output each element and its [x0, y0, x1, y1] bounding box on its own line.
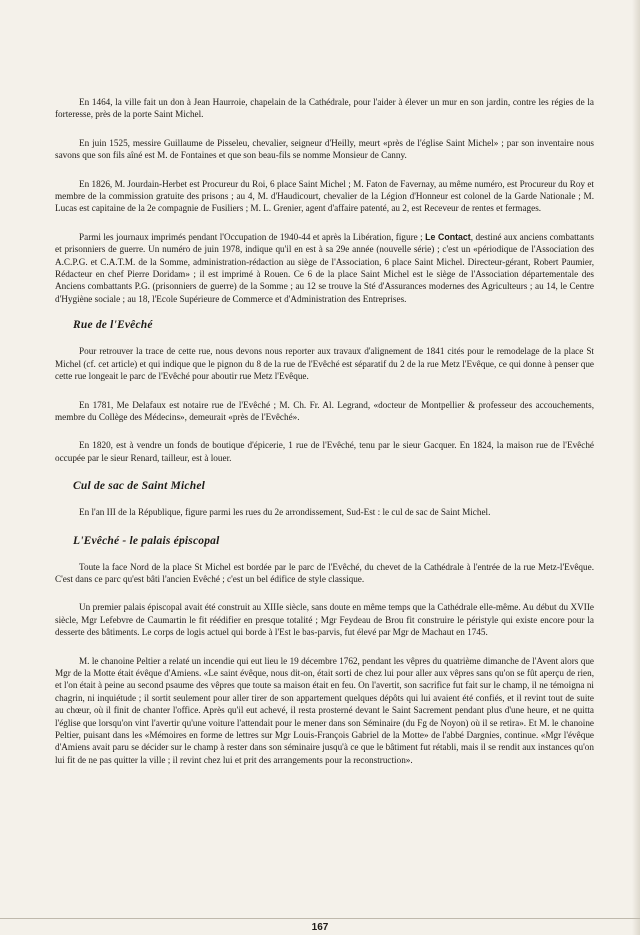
section-heading-palais-episcopal: L'Evêché - le palais épiscopal: [73, 534, 220, 547]
paragraph-1820: En 1820, est à vendre un fonds de boutique d'épicerie, 1 rue de l'Evêché, tenu par le sieur Gacquer. En 1824, la maison rue de l'Evêché occupée par le sieur Renard, tailleur, est à louer.: [55, 440, 594, 463]
paragraph-face-nord: Toute la face Nord de la place St Michel est bordée par le parc de l'Evêché, du chevet de la Cathédrale à l'entrée de la rue Metz-l'Evêque. C'est dans ce parc qu'est bâti l'ancien Evêché ; c'est un bel édifice de style classique.: [55, 561, 594, 584]
page-edge-shadow: [632, 0, 640, 935]
contact-text-before: Parmi les journaux imprimés pendant l'Occupation de 1940-44 et après la Libération, figure ;: [79, 231, 426, 242]
paragraph-1826: En 1826, M. Jourdain-Herbet est Procureur du Roi, 6 place Saint Michel ; M. Faton de Favernay, au même numéro, est Procureur du Roy et membre de la commission gratuite des prisons ; au 4, M. d'Haudicourt, chevalier de la Légion d'Honneur est colonel de la Garde Nationale ; M. Lucas est capitaine de la 2e compagnie de Fusiliers ; M. L. Grenier, agent d'affaire patenté, au 2, est Receveur de rentes et fermages.: [55, 178, 594, 214]
section-heading-cul-de-sac: Cul de sac de Saint Michel: [73, 480, 206, 493]
section-heading-rue-eveche: Rue de l'Evêché: [73, 319, 153, 332]
paragraph-incendie-1762: M. le chanoine Peltier a relaté un incendie qui eut lieu le 19 décembre 1762, pendant les vêpres du quatrième dimanche de l'Avent alors que Mgr de la Motte était évêque d'Amiens. «Le saint évêque, nous dit-on, était sorti de chez lui pour aller aux vêpres sans qu'on se fût aperçu de rien, et l'on était à peine au second psaume des vêpres que toute sa maison était en feu. On l'avertit, son sacrifice fut fait sur le champ, il ne témoigna ni chagrin, ni inquiétude ; il sortit seulement pour aller tirer de son appartement quelques dépôts qui lui avaient été confiés, et il revint tout de suite au chœur, où il finit de chanter l'office. Après qu'il eut achevé, il resta prosterné devant le Saint Sacrement pendant plus d'une heure, et ne quitta l'église que lorsqu'on vint l'avertir qu'une voiture l'attendait pour le mener dans son Séminaire (du Fg de Noyon) où il se retira». Et M. le chanoine Peltier, puisant dans les «Mémoires en forme de lettres sur Mgr Louis-François Gabriel de la Motte» de l'abbé Dargnies, continue. «Mgr l'évêque d'Amiens avait paru se décider sur le champ à rester dans son séminaire jusqu'à ce que le bâtiment fut rétabli, mais il se rendit aux instances qu'on lui fit de ne pas quitter la ville ; il revint chez lui et prit des arrangements pour la reconstruction».: [55, 655, 594, 765]
newspaper-name: Le Contact: [425, 231, 471, 242]
paragraph-premier-palais: Un premier palais épiscopal avait été construit au XIIIe siècle, sans doute en même temps que la Cathédrale elle-même. Au début du XVIIe siècle, Mgr Lefebvre de Caumartin le fit réédifier en presque totalité ; Mgr Feydeau de Brou fit construire le péristyle qui existe encore pour la desserte des bâtiments. Le corps de logis actuel qui borde à l'Est le bas-parvis, fut élevé par Mgr de Machaut en 1745.: [55, 602, 594, 638]
paragraph-le-contact: [55, 231, 594, 305]
contact-text-after: , destiné aux anciens combattants et prisonniers de guerre. Un numéro de juin 1978, indique qu'il en est à sa 29e année (nouvelle série) ; c'est un «périodique de l'Association des A.C.P.G. et C.A.T.M. de la Somme, administration-rédaction au siège de l'Association, 6 place Saint Michel. Directeur-gérant, Robert Paumier, Rédacteur en chef Pierre Doridam» ; il est imprimé à Rouen. Ce 6 de la place Saint Michel est le siège de l'Association départementale des Anciens combattants P.G. (prisonniers de guerre) de la Somme ; au 12 se trouve la Sté d'Assurances modernes des Agriculteurs ; au 14, le Centre d'Hygiène sociale ; au 18, l'Ecole Supérieure de Commerce et d'Administration des Entreprises.: [55, 231, 594, 304]
paragraph-1781: En 1781, Me Delafaux est notaire rue de l'Evêché ; M. Ch. Fr. Al. Legrand, «docteur de Montpellier & professeur des accouchements, membre du Collège des Médecins», demeurait «près de l'Evêché».: [55, 399, 594, 422]
paragraph-alignement-1841: Pour retrouver la trace de cette rue, nous devons nous reporter aux travaux d'alignement de 1841 cités pour le remodelage de la place St Michel (cf. cet article) et qui indique que le pignon du 8 de la rue de l'Evêché est séparatif du 2 de la rue Metz l'Evêque, ce qui donne à penser que cette rue longeait le parc de l'Evêché pour aboutir rue Metz l'Evêque.: [55, 346, 594, 382]
page-number: 167: [311, 922, 329, 933]
paragraph-1464: En 1464, la ville fait un don à Jean Haurroie, chapelain de la Cathédrale, pour l'aider à élever un mur en son jardin, contre les régies de la forteresse, près de la porte Saint Michel.: [55, 97, 594, 120]
paragraph-an-iii: En l'an III de la République, figure parmi les rues du 2e arrondissement, Sud-Est : le cul de sac de Saint Michel.: [79, 507, 491, 518]
paragraph-1525: En juin 1525, messire Guillaume de Pisseleu, chevalier, seigneur d'Heilly, meurt «près de l'église Saint Michel» ; par son inventaire nous savons que son fils aîné est M. de Fontaines et que son beau-fils se nomme Monsieur de Canny.: [55, 137, 594, 161]
footer-rule: [0, 918, 640, 919]
